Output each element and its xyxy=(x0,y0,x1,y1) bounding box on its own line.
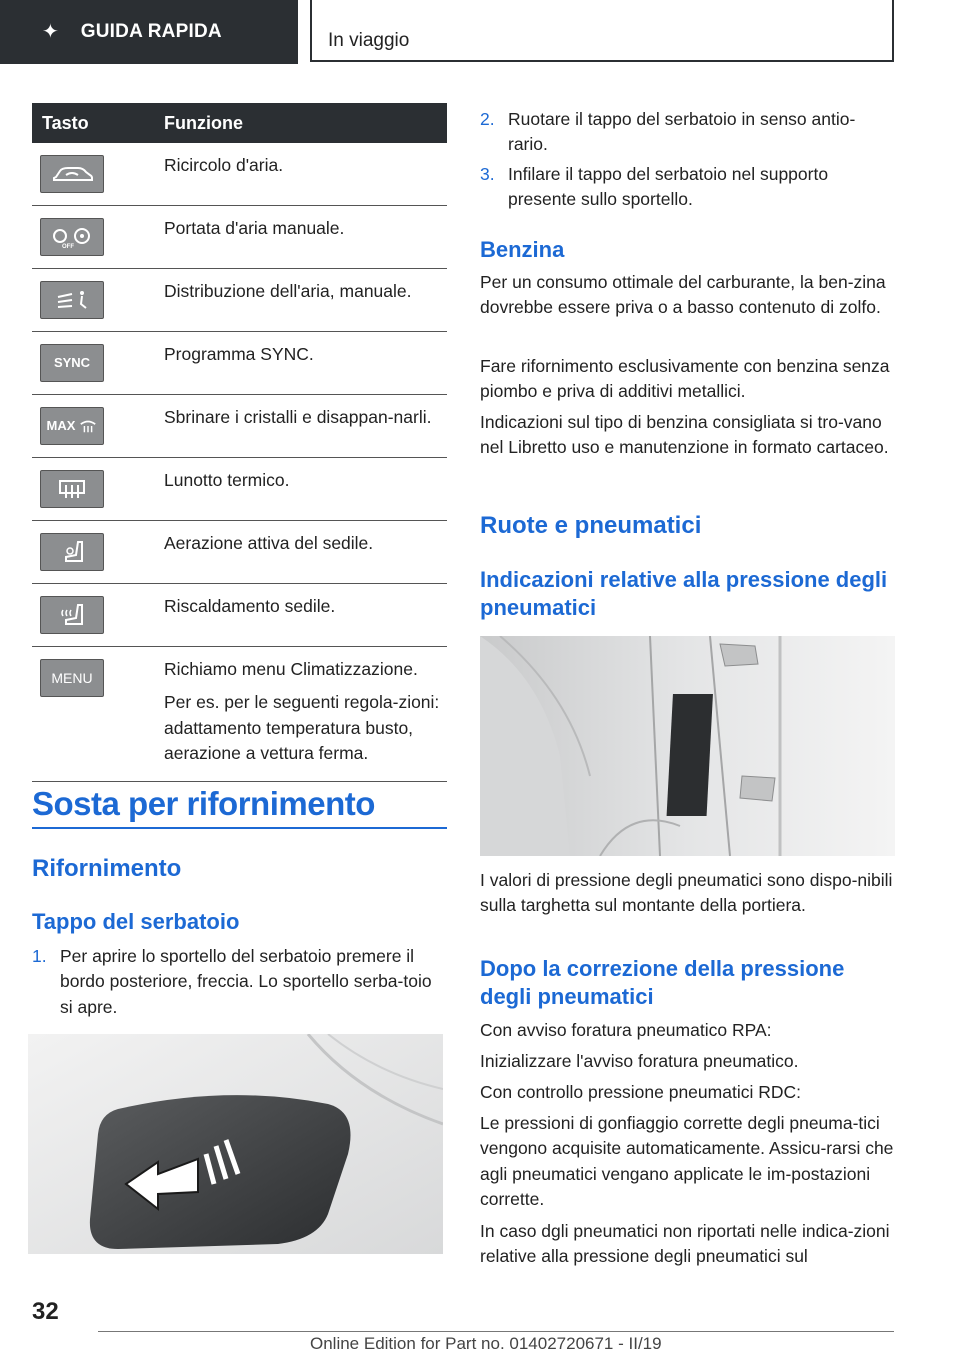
header-chapter-box xyxy=(310,0,894,62)
table-header-row xyxy=(32,103,447,143)
max-defrost-icon xyxy=(40,407,104,445)
table-cell-text: Sbrinare i cristalli e disappan-narli. xyxy=(164,407,432,427)
paragraph: Fare rifornimento esclusivamente con benzina senza piombo e priva di additivi metallici. xyxy=(480,356,890,402)
paragraph: Con avviso foratura pneumatico RPA: xyxy=(480,1020,772,1040)
page-number: 32 xyxy=(32,1298,59,1325)
table-row xyxy=(32,332,447,395)
table-row xyxy=(32,584,447,647)
door-pillar-illustration xyxy=(480,636,895,856)
list-item xyxy=(32,944,447,1020)
footer-divider xyxy=(98,1331,894,1332)
header-section-title: GUIDA RAPIDA xyxy=(80,21,222,42)
table-cell-text: Aerazione attiva del sedile. xyxy=(164,533,374,553)
fuel-door-drawing xyxy=(28,1034,443,1254)
car-recirculation-icon xyxy=(40,155,104,193)
step-text: Per aprire lo sportello del serbatoio premere il bordo posteriore, freccia. Lo sportello serba-toio si apre. xyxy=(60,946,432,1017)
table-row xyxy=(32,395,447,458)
list-item xyxy=(480,162,895,213)
topic-title-benzina: Benzina xyxy=(480,237,565,262)
rear-window-heat-icon xyxy=(40,470,104,508)
climate-buttons-table xyxy=(32,103,447,782)
table-row xyxy=(32,647,447,782)
menu-button-label: MENU xyxy=(40,659,104,697)
step-number: 1. xyxy=(32,946,47,966)
topic-title: Tappo del serbatoio xyxy=(32,909,240,934)
topic-title-pressione: Indicazioni relative alla pressione degli pneumatici xyxy=(480,567,888,620)
table-cell-text: Lunotto termico. xyxy=(164,470,290,490)
table-row xyxy=(32,269,447,332)
table-cell-text: Distribuzione dell'aria, manuale. xyxy=(164,281,412,301)
paragraph: Inizializzare l'avviso foratura pneumatico. xyxy=(480,1051,799,1071)
seat-ventilation-icon xyxy=(40,533,104,571)
subsection-title-ruote: Ruote e pneumatici xyxy=(480,512,702,539)
section-title: Sosta per rifornimento xyxy=(32,785,447,829)
table-header-key: Tasto xyxy=(32,103,164,143)
header-chapter-title: In viaggio xyxy=(328,30,410,51)
list-item xyxy=(480,107,895,158)
table-row xyxy=(32,206,447,269)
paragraph: Per un consumo ottimale del carburante, la ben-zina dovrebbe essere priva o a basso contenuto di zolfo. xyxy=(480,272,886,318)
table-cell-text-extra: Per es. per le seguenti regola-zioni: adattamento temperatura busto, aerazione a vettura ferma. xyxy=(164,692,440,764)
step-number: 3. xyxy=(480,164,495,184)
table-cell-text: Programma SYNC. xyxy=(164,344,314,364)
step-text: Ruotare il tappo del serbatoio in senso antio-rario. xyxy=(508,109,856,155)
table-row xyxy=(32,143,447,206)
table-row xyxy=(32,521,447,584)
seat-heating-icon xyxy=(40,596,104,634)
svg-text:OFF: OFF xyxy=(62,244,74,250)
paragraph: Indicazioni sul tipo di benzina consigliata si tro-vano nel Libretto uso e manutenzione in formato cartaceo. xyxy=(480,412,889,458)
door-pillar-drawing xyxy=(480,636,895,856)
footer-edition: Online Edition for Part no. 01402720671 - II/19 xyxy=(310,1334,662,1353)
max-label: MAX xyxy=(46,417,76,433)
fan-manual-icon xyxy=(40,218,104,256)
table-cell-text: Ricircolo d'aria. xyxy=(164,155,284,175)
air-distribution-icon xyxy=(40,281,104,319)
table-cell-text: Portata d'aria manuale. xyxy=(164,218,345,238)
header-section-tab xyxy=(0,0,298,64)
paragraph: Con controllo pressione pneumatici RDC: xyxy=(480,1082,801,1102)
sync-button-label: SYNC xyxy=(40,344,104,382)
table-row xyxy=(32,458,447,521)
subsection-title: Rifornimento xyxy=(32,855,182,882)
quick-guide-icon: ✦ xyxy=(42,21,59,43)
paragraph: Le pressioni di gonfiaggio corrette degli pneuma-tici vengono acquisite automaticamente. Assicu-rarsi che agli pneumatici vengano applicate le im-postazioni corrette. xyxy=(480,1113,894,1210)
table-cell-text: Richiamo menu Climatizzazione. xyxy=(164,659,418,679)
table-header-function: Funzione xyxy=(164,103,447,143)
paragraph: I valori di pressione degli pneumatici sono dispo-nibili sulla targhetta sul montante della portiera. xyxy=(480,870,893,916)
step-number: 2. xyxy=(480,109,495,129)
topic-title-dopo: Dopo la correzione della pressione degli pneumatici xyxy=(480,956,845,1009)
paragraph: In caso dgli pneumatici non riportati nelle indica-zioni relative alla pressione degli pneumatici sul xyxy=(480,1221,890,1267)
step-text: Infilare il tappo del serbatoio nel supporto presente sullo sportello. xyxy=(508,164,829,210)
table-cell-text: Riscaldamento sedile. xyxy=(164,596,336,616)
fuel-door-illustration xyxy=(28,1034,443,1254)
